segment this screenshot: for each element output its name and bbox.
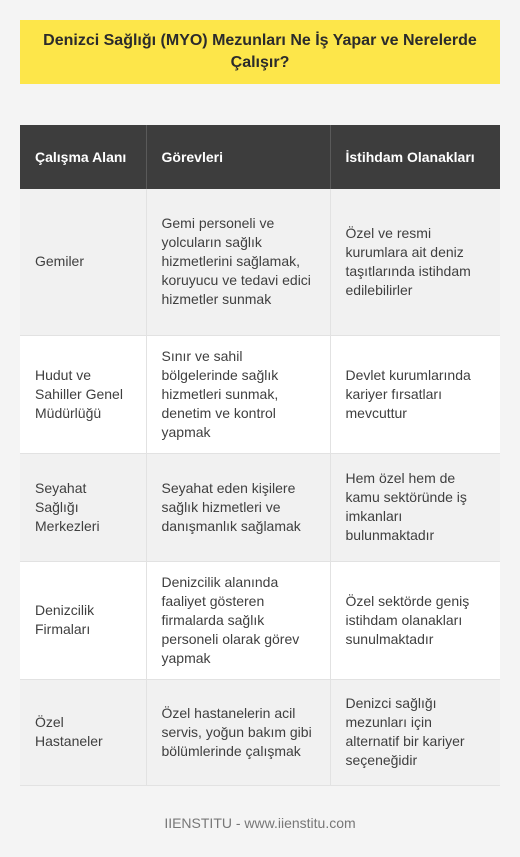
table-row [20,335,500,453]
career-table [20,125,500,786]
page-title: Denizci Sağlığı (MYO) Mezunları Ne İş Yapar ve Nerelerde Çalışır? [43,32,477,71]
header-work-area: Çalışma Alanı [20,125,146,189]
table-row [20,561,500,679]
table-row [20,453,500,561]
cell-duties: Denizcilik alanında faaliyet gösteren firmalarda sağlık personeli olarak görev yapmak [146,561,330,679]
title-banner [20,20,500,84]
header-duties: Görevleri [146,125,330,189]
cell-employment: Denizci sağlığı mezunları için alternatif bir kariyer seçeneğidir [330,679,500,785]
footer-credit: IIENSTITU - www.iienstitu.com [164,815,356,831]
header-employment: İstihdam Olanakları [330,125,500,189]
cell-employment: Hem özel hem de kamu sektöründe iş imkanları bulunmaktadır [330,453,500,561]
cell-employment: Devlet kurumlarında kariyer fırsatları mevcuttur [330,335,500,453]
table-row [20,189,500,335]
table-row [20,679,500,785]
cell-employment: Özel sektörde geniş istihdam olanakları sunulmaktadır [330,561,500,679]
cell-work-area: Gemiler [20,189,146,335]
cell-employment: Özel ve resmi kurumlara ait deniz taşıtlarında istihdam edilebilirler [330,189,500,335]
cell-duties: Özel hastanelerin acil servis, yoğun bakım gibi bölümlerinde çalışmak [146,679,330,785]
cell-duties: Gemi personeli ve yolcuların sağlık hizmetlerini sağlamak, koruyucu ve tedavi edici hizmetler sunmak [146,189,330,335]
cell-work-area: Denizcilik Firmaları [20,561,146,679]
cell-duties: Seyahat eden kişilere sağlık hizmetleri ve danışmanlık sağlamak [146,453,330,561]
cell-work-area: Özel Hastaneler [20,679,146,785]
table-header-row [20,125,500,189]
cell-work-area: Seyahat Sağlığı Merkezleri [20,453,146,561]
cell-work-area: Hudut ve Sahiller Genel Müdürlüğü [20,335,146,453]
cell-duties: Sınır ve sahil bölgelerinde sağlık hizmetleri sunmak, denetim ve kontrol yapmak [146,335,330,453]
